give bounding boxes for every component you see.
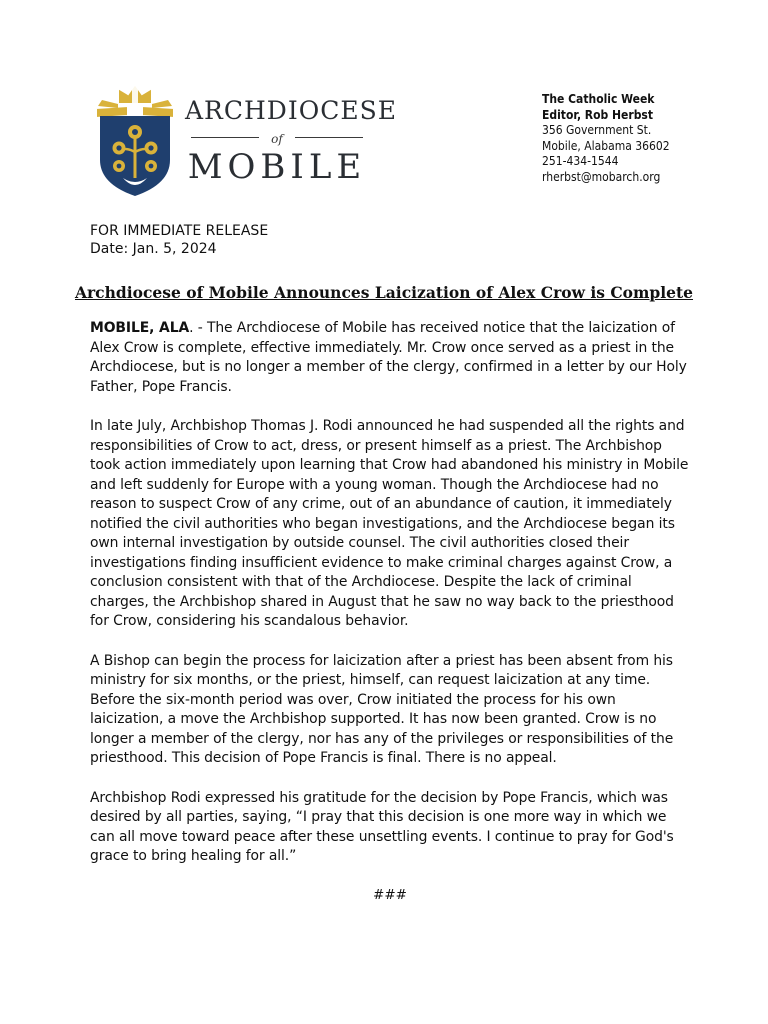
contact-address-line-2: Mobile, Alabama 36602 xyxy=(542,138,670,153)
contact-editor: Editor, Rob Herbst xyxy=(542,107,654,122)
logo-of-text: of xyxy=(271,132,283,146)
contact-email: rherbst@mobarch.org xyxy=(542,169,661,184)
contact-block xyxy=(542,92,670,185)
dateline: MOBILE, ALA xyxy=(90,320,190,336)
archdiocese-logo xyxy=(88,82,397,200)
paragraph-1-text: . - The Archdiocese of Mobile has received notice that the laicization of Alex Crow is complete, effective immediately. Mr. Crow once served as a priest in the Archdiocese, but is no longer a member of the clergy, confirmed in a letter by our Holy Father, Pope Francis. xyxy=(90,320,687,395)
release-label: FOR IMMEDIATE RELEASE xyxy=(90,223,269,239)
archdiocese-seal-icon xyxy=(88,82,182,200)
contact-publication: The Catholic Week xyxy=(542,92,655,106)
logo-rule-right xyxy=(295,137,363,138)
paragraph-1 xyxy=(90,319,690,397)
logo-line-mobile: MOBILE xyxy=(187,147,367,187)
press-release-body xyxy=(90,319,690,903)
contact-address-line-1: 356 Government St. xyxy=(542,123,652,137)
contact-phone: 251-434-1544 xyxy=(542,154,619,168)
end-mark: ### xyxy=(373,886,407,903)
paragraph-4: Archbishop Rodi expressed his gratitude for the decision by Pope Francis, which was desired by all parties, saying, “I pray that this decision is one more way in which we can all move toward peace after these unsettling events. I continue to pray for God's grace to bring healing for all.” xyxy=(90,789,674,864)
paragraph-3: A Bishop can begin the process for laicization after a priest has been absent from his ministry for six months, or the priest, himself, can request laicization at any time. Before the six-month period was over, Crow initiated the process for his own laicization, a move the Archbishop supported. It has now been granted. Crow is no longer a member of the clergy, nor has any of the privileges or responsibilities of the priesthood. This decision of Pope Francis is final. There is no appeal. xyxy=(90,652,674,766)
logo-rule-left xyxy=(191,137,259,138)
release-block xyxy=(90,222,268,258)
release-date: Date: Jan. 5, 2024 xyxy=(90,241,217,257)
logo-line-archdiocese: ARCHDIOCESE xyxy=(185,96,397,125)
logo-wordmark xyxy=(185,96,397,187)
press-release-headline: Archdiocese of Mobile Announces Laicization of Alex Crow is Complete xyxy=(74,283,694,302)
paragraph-2: In late July, Archbishop Thomas J. Rodi announced he had suspended all the rights and responsibilities of Crow to act, dress, or present himself as a priest. The Archbishop took action immediately upon learning that Crow had abandoned his ministry in Mobile and left suddenly for Europe with a young woman. Though the Archdiocese had no reason to suspect Crow of any crime, out of an abundance of caution, it immediately notified the civil authorities who began investigations, and the Archdiocese began its own internal investigation by outside counsel. The civil authorities closed their investigations finding insufficient evidence to make criminal charges against Crow, a conclusion consistent with that of the Archdiocese. Despite the lack of criminal charges, the Archbishop shared in August that he saw no way back to the priesthood for Crow, considering his scandalous behavior. xyxy=(90,418,689,629)
logo-line-of xyxy=(185,128,369,146)
